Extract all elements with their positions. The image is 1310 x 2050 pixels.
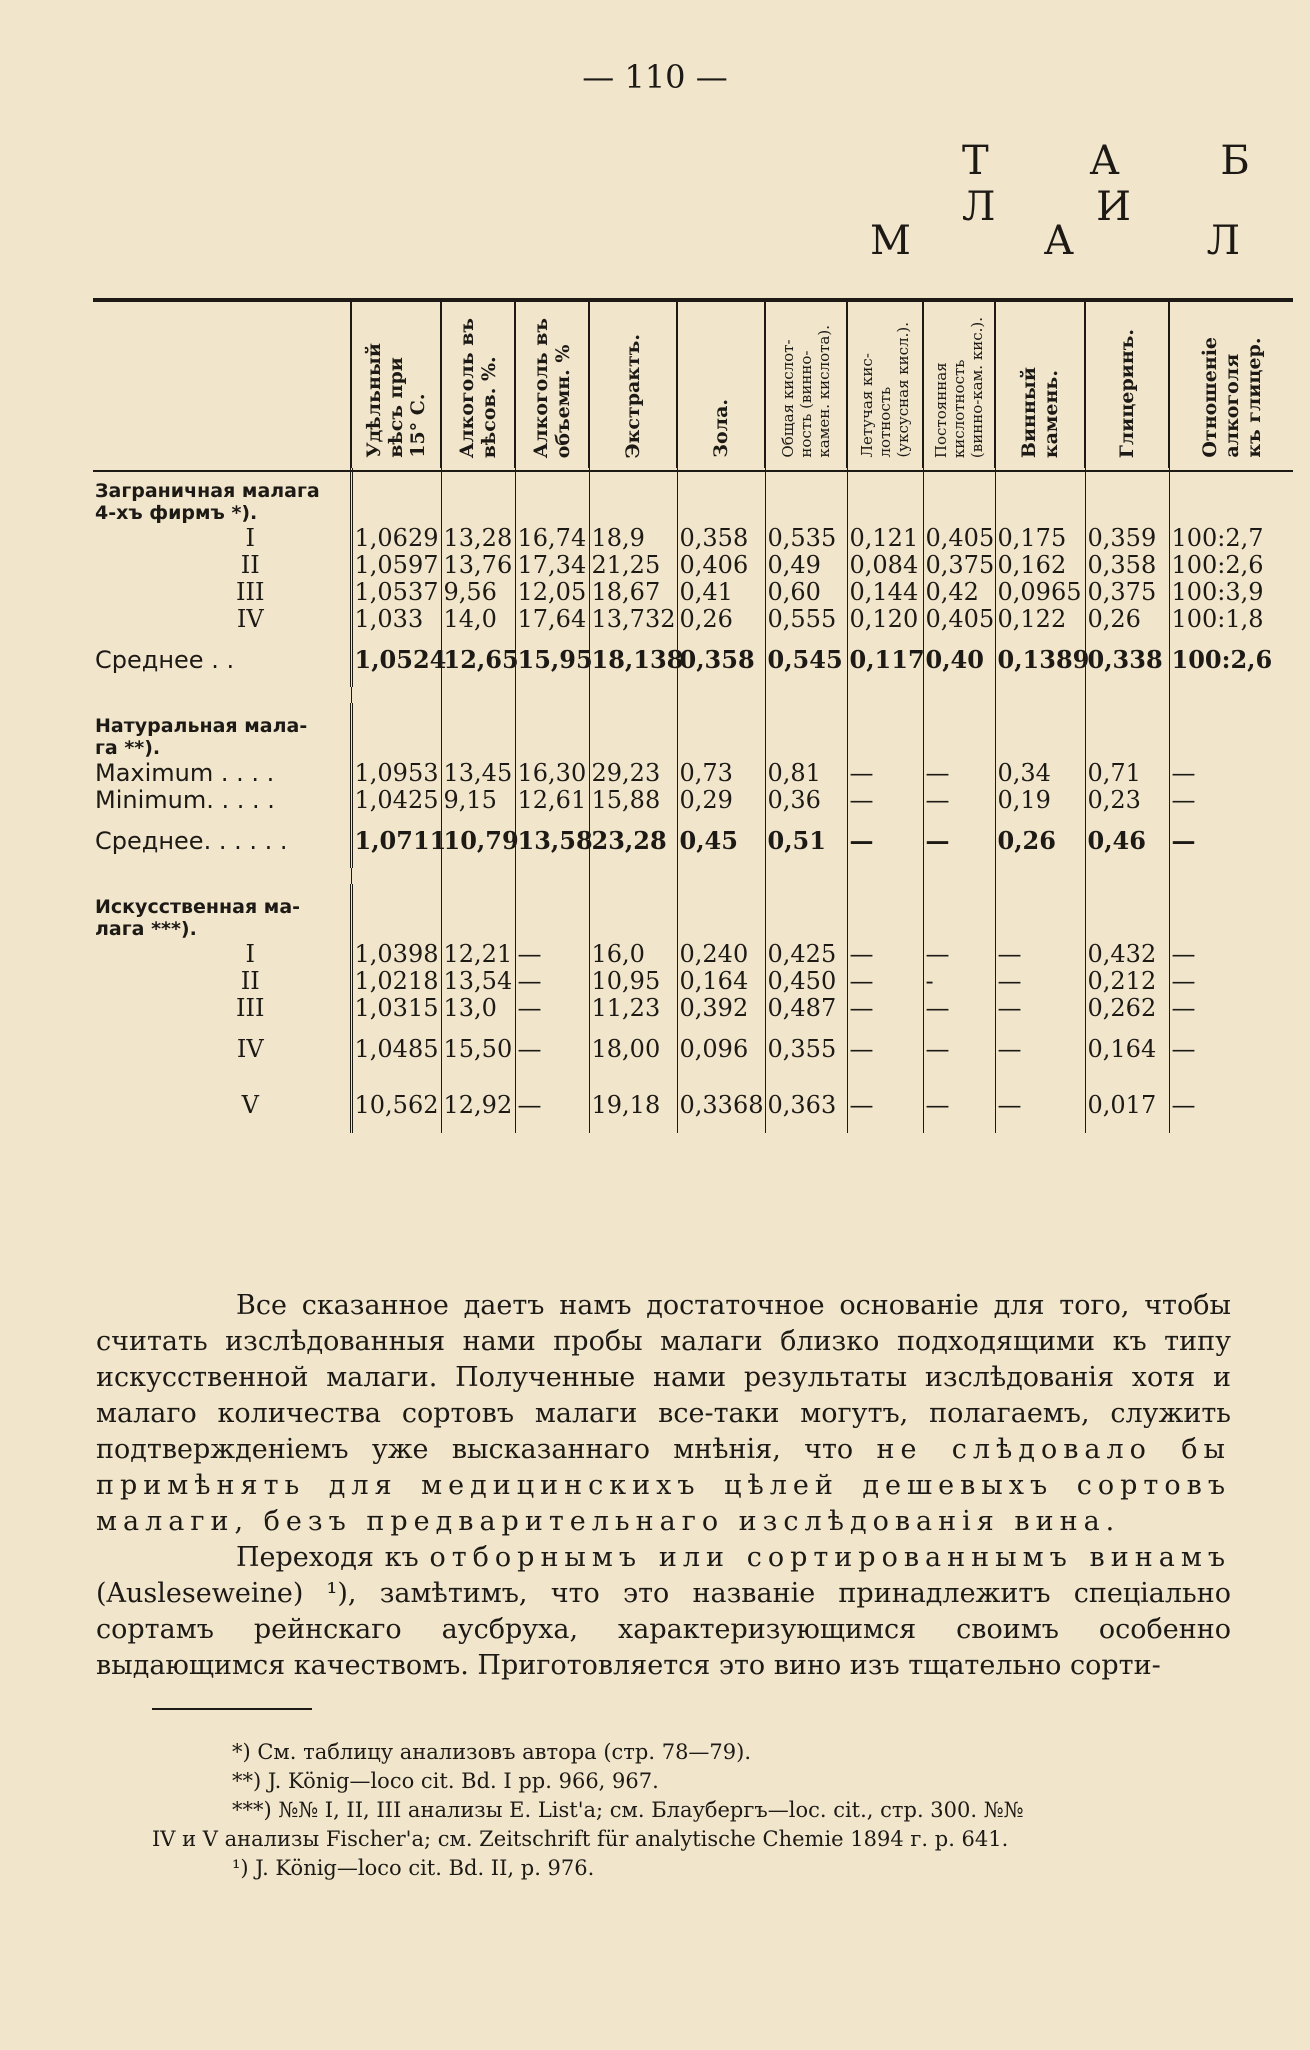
column-header [515, 300, 589, 468]
table-cell: 17,64 [515, 605, 589, 632]
table-cell [677, 884, 765, 940]
table-cell: 0,26 [677, 605, 765, 632]
table-cell: 0,555 [765, 605, 847, 632]
table-cell: 16,0 [589, 940, 677, 967]
row-label: II [240, 966, 260, 995]
table-cell: 16,30 [515, 759, 589, 786]
column-header [589, 300, 677, 468]
footnote: ¹) J. König—loco cit. Bd. II, р. 976. [232, 1856, 595, 1880]
table-cell: 0,262 [1085, 994, 1169, 1021]
footnote-rule [152, 1708, 312, 1710]
table-cell: 0,358 [1085, 551, 1169, 578]
table-cell [765, 468, 847, 524]
table-cell: — [1169, 1077, 1293, 1133]
table-cell: — [847, 759, 923, 786]
table-cell: 15,88 [589, 786, 677, 813]
table-cell: 0,71 [1085, 759, 1169, 786]
table-cell: 0,46 [1085, 813, 1169, 868]
table-cell: 0,23 [1085, 786, 1169, 813]
table-cell: — [995, 967, 1085, 994]
table-cell: 15,95 [515, 632, 589, 687]
table-cell: — [923, 940, 995, 967]
body-text [96, 1288, 1231, 1684]
paragraph-1: Все сказанное даетъ намъ достаточное основаніе для того, чтобы считать изслѣдованныя нами пробы малаги близко подходящими къ типу искусственной малаги. Полученные нами результаты изслѣдованія хотя и малаго количества сортовъ малаги все-таки могутъ, полагаемъ, служить подтвержденіемъ уже высказаннаго мнѣнія, что не слѣдовало бы примѣнять для медицинскихъ цѣлей дешевыхъ сортовъ малаги, безъ предварительнаго изслѣдованія вина. [96, 1290, 1231, 1537]
table-cell: — [923, 786, 995, 813]
table-cell: 0,355 [765, 1021, 847, 1077]
table-cell: — [1169, 759, 1293, 786]
table-row [93, 524, 1293, 551]
table-cell: 0,3368 [677, 1077, 765, 1133]
table-cell [351, 884, 441, 940]
table-cell: — [847, 1077, 923, 1133]
table-cell: 18,9 [589, 524, 677, 551]
table-cell: 1,033 [351, 605, 441, 632]
table-cell: 0,162 [995, 551, 1085, 578]
table-cell: 0,392 [677, 994, 765, 1021]
table-cell [515, 884, 589, 940]
table-cell [677, 468, 765, 524]
table-cell [441, 468, 515, 524]
table-cell: 1,0315 [351, 994, 441, 1021]
table-cell: 12,05 [515, 578, 589, 605]
footnote: *) См. таблицу анализовъ автора (стр. 78—79). [232, 1740, 752, 1764]
footnote: ***) №№ I, II, III анализы E. List'а; см. Блаубергъ—loc. cit., стр. 300. №№ [232, 1798, 1024, 1822]
footnote: **) J. König—loco cit. Bd. I pp. 966, 967. [232, 1769, 659, 1793]
row-label: Натуральная мала- га **). [95, 715, 308, 759]
table-cell [351, 703, 441, 759]
table-cell: 12,61 [515, 786, 589, 813]
table-cell: — [1169, 940, 1293, 967]
table-cell: — [1169, 1021, 1293, 1077]
table-cell: — [923, 759, 995, 786]
column-header-label: Отношеніе алкоголя къ глицер. [1198, 337, 1265, 458]
table-cell: — [923, 813, 995, 868]
table-cell: 0,175 [995, 524, 1085, 551]
row-label: Maximum . . . . [95, 758, 275, 787]
table-row [93, 1021, 1293, 1077]
column-header-label: Алкоголь въ объемн. % [530, 317, 574, 458]
table-cell: 9,56 [441, 578, 515, 605]
table-cell: 14,0 [441, 605, 515, 632]
row-label: II [240, 550, 260, 579]
column-header [1169, 300, 1293, 468]
table-cell: 0,60 [765, 578, 847, 605]
table-cell: 12,92 [441, 1077, 515, 1133]
table-cell: — [847, 994, 923, 1021]
table-cell: 0,121 [847, 524, 923, 551]
table-cell: — [995, 994, 1085, 1021]
table-cell: 0,41 [677, 578, 765, 605]
table-cell: — [1169, 967, 1293, 994]
table-cell: 0,096 [677, 1021, 765, 1077]
table-cell: 17,34 [515, 551, 589, 578]
table-cell: — [923, 1021, 995, 1077]
table-cell: 100:2,6 [1169, 551, 1293, 578]
column-header [351, 300, 441, 468]
group-row [93, 468, 1293, 524]
table-cell: — [1169, 813, 1293, 868]
table-row [93, 578, 1293, 605]
table-cell: — [847, 786, 923, 813]
group-row [93, 703, 1293, 759]
table-cell: 13,0 [441, 994, 515, 1021]
table-cell: 0,164 [677, 967, 765, 994]
table-cell: 1,0485 [351, 1021, 441, 1077]
table-cell [923, 703, 995, 759]
table-cell [1169, 884, 1293, 940]
table-cell: — [515, 1021, 589, 1077]
table-cell: 16,74 [515, 524, 589, 551]
column-header-label: Зола. [710, 399, 732, 458]
table-cell: 12,65 [441, 632, 515, 687]
table-cell: 1,0537 [351, 578, 441, 605]
paragraph-2: Переходя къ отборнымъ или сортированнымъ винамъ (Ausleseweine) ¹), замѣтимъ, что это названіе принадлежитъ спеціально сортамъ рейнскаго аусбруха, характеризующимся своимъ особенно выдающимся качествомъ. Приготовляется это вино изъ тщательно сорти- [96, 1542, 1231, 1681]
column-header [765, 300, 847, 468]
table-cell: 10,79 [441, 813, 515, 868]
header-bottom-rule [93, 470, 1293, 472]
table-row [93, 1077, 1293, 1133]
table-cell: — [923, 994, 995, 1021]
table-cell [847, 468, 923, 524]
table-cell: 11,23 [589, 994, 677, 1021]
table-cell: 0,144 [847, 578, 923, 605]
table-cell: - [923, 967, 995, 994]
column-header-label: Экстрактъ. [622, 333, 644, 458]
table-cell [515, 468, 589, 524]
table-cell [923, 884, 995, 940]
column-header [93, 300, 351, 468]
table-title-line2: М А Л [870, 218, 1301, 264]
table-cell: 100:2,6 [1169, 632, 1293, 687]
table-cell: 29,23 [589, 759, 677, 786]
table-cell: 0,51 [765, 813, 847, 868]
table-cell: 13,58 [515, 813, 589, 868]
table-cell: — [1169, 786, 1293, 813]
table-cell: 0,240 [677, 940, 765, 967]
row-label: IV [236, 1035, 264, 1063]
table-cell: 0,363 [765, 1077, 847, 1133]
table-cell: 1,0597 [351, 551, 441, 578]
table-cell [765, 884, 847, 940]
table-cell [765, 703, 847, 759]
table-cell [589, 884, 677, 940]
table-cell [847, 703, 923, 759]
table-cell [515, 703, 589, 759]
average-row [93, 632, 1293, 687]
table-cell [677, 703, 765, 759]
table-cell: 0,405 [923, 524, 995, 551]
table-cell: 1,0629 [351, 524, 441, 551]
table-cell: 13,76 [441, 551, 515, 578]
table-cell [589, 703, 677, 759]
page-number: — 110 — [582, 58, 728, 96]
table-cell: 0,359 [1085, 524, 1169, 551]
column-header [847, 300, 923, 468]
row-label: Заграничная малага 4-хъ фирмъ *). [95, 480, 320, 524]
table-cell: — [515, 967, 589, 994]
table-cell [995, 468, 1085, 524]
table-cell: 0,405 [923, 605, 995, 632]
table-cell: 0,432 [1085, 940, 1169, 967]
table-cell: — [847, 967, 923, 994]
table-cell [923, 468, 995, 524]
table-cell: 19,18 [589, 1077, 677, 1133]
table-cell: 13,54 [441, 967, 515, 994]
table-cell [1085, 468, 1169, 524]
table-cell: 1,0218 [351, 967, 441, 994]
table-cell: 13,45 [441, 759, 515, 786]
table-title-line1: Т А Б Л И [962, 138, 1294, 230]
table-cell: 0,0965 [995, 578, 1085, 605]
table-row [93, 605, 1293, 632]
group-row [93, 884, 1293, 940]
table-cell: — [995, 1077, 1085, 1133]
table-cell: — [995, 940, 1085, 967]
row-label: III [236, 577, 265, 606]
table-cell: 0,017 [1085, 1077, 1169, 1133]
table-cell: 13,732 [589, 605, 677, 632]
column-header [441, 300, 515, 468]
table-cell: 0,487 [765, 994, 847, 1021]
table-cell [1169, 468, 1293, 524]
footnote: IV и V анализы Fischer'а; см. Zeitschrift für analytische Chemie 1894 г. р. 641. [152, 1827, 1009, 1851]
table-cell: 0,164 [1085, 1021, 1169, 1077]
table-cell [441, 703, 515, 759]
table-cell: 9,15 [441, 786, 515, 813]
table-cell: 100:2,7 [1169, 524, 1293, 551]
table-cell: 0,26 [1085, 605, 1169, 632]
table-cell [1085, 703, 1169, 759]
table-cell: 0,338 [1085, 632, 1169, 687]
table-cell: — [847, 940, 923, 967]
table-cell: 18,00 [589, 1021, 677, 1077]
row-label: V [241, 1091, 259, 1119]
table-cell: 0,36 [765, 786, 847, 813]
column-header-label: Удѣльный вѣсъ при 15° С. [363, 343, 429, 458]
table-cell: 0,81 [765, 759, 847, 786]
table-cell: 12,21 [441, 940, 515, 967]
table-cell: 10,562 [351, 1077, 441, 1133]
column-header-label: Летучая кис- лотность (уксусная кисл.). [858, 322, 912, 458]
table-cell: 0,1389 [995, 632, 1085, 687]
table-cell: 0,40 [923, 632, 995, 687]
malaga-analysis-table [93, 300, 1293, 1133]
table-cell: 0,535 [765, 524, 847, 551]
table-cell: 0,375 [1085, 578, 1169, 605]
column-header-label: Алкоголь въ вѣсов. %. [456, 317, 500, 458]
row-label: III [236, 993, 265, 1022]
table-cell: 18,67 [589, 578, 677, 605]
table-cell: 1,0524 [351, 632, 441, 687]
table-cell: 100:3,9 [1169, 578, 1293, 605]
table-cell: — [923, 1077, 995, 1133]
table-row [93, 994, 1293, 1021]
table-cell: — [515, 994, 589, 1021]
table-cell [995, 884, 1085, 940]
table-cell: 0,375 [923, 551, 995, 578]
table-cell: — [847, 813, 923, 868]
row-label: I [245, 523, 255, 552]
table-row [93, 786, 1293, 813]
table-cell [441, 884, 515, 940]
table-cell: 1,0711 [351, 813, 441, 868]
table-cell: — [1169, 994, 1293, 1021]
table-row [93, 967, 1293, 994]
table-cell [1169, 703, 1293, 759]
table-cell: 0,117 [847, 632, 923, 687]
table-cell [847, 884, 923, 940]
table-cell: 0,45 [677, 813, 765, 868]
table-cell: 0,358 [677, 524, 765, 551]
table-cell [995, 703, 1085, 759]
table-row [93, 551, 1293, 578]
column-header-label: Глицеринъ. [1116, 328, 1138, 458]
table-cell: 0,450 [765, 967, 847, 994]
table-cell: — [515, 940, 589, 967]
table-cell: 1,0398 [351, 940, 441, 967]
table-cell: 0,545 [765, 632, 847, 687]
table-cell: 1,0953 [351, 759, 441, 786]
table-cell: 15,50 [441, 1021, 515, 1077]
table-cell: 0,425 [765, 940, 847, 967]
row-label: Среднее. . . . . . [95, 826, 288, 855]
footnotes [152, 1738, 1232, 1883]
row-label: I [245, 939, 255, 968]
column-header-label: Постоянная кислотность (винно-кам. кис.). [932, 316, 986, 458]
table-row [93, 940, 1293, 967]
table-cell: 10,95 [589, 967, 677, 994]
table-row [93, 759, 1293, 786]
table-cell: 21,25 [589, 551, 677, 578]
table-cell: — [515, 1077, 589, 1133]
table-cell: 0,122 [995, 605, 1085, 632]
table-cell: — [847, 1021, 923, 1077]
table-cell: 0,26 [995, 813, 1085, 868]
table-cell: 100:1,8 [1169, 605, 1293, 632]
column-header [923, 300, 995, 468]
table-cell: 0,358 [677, 632, 765, 687]
table-cell: 0,73 [677, 759, 765, 786]
table-cell: 23,28 [589, 813, 677, 868]
table-cell [351, 468, 441, 524]
table-cell [589, 468, 677, 524]
table-cell: 0,084 [847, 551, 923, 578]
table-cell: 0,406 [677, 551, 765, 578]
table-cell: 0,34 [995, 759, 1085, 786]
row-label: Minimum. . . . . [95, 785, 275, 814]
table-cell: 0,212 [1085, 967, 1169, 994]
table-cell: 0,42 [923, 578, 995, 605]
column-header [677, 300, 765, 468]
table-cell: 18,138 [589, 632, 677, 687]
average-row [93, 813, 1293, 868]
table-cell: 0,49 [765, 551, 847, 578]
table-cell: 0,29 [677, 786, 765, 813]
table-cell [1085, 884, 1169, 940]
column-header-label: Общая кислот- ность (винно- камен. кислота). [779, 325, 833, 458]
column-header-label: Винный камень. [1018, 366, 1062, 458]
table-cell: 0,19 [995, 786, 1085, 813]
column-header [1085, 300, 1169, 468]
table-cell: 1,0425 [351, 786, 441, 813]
row-label: Искусственная ма- лага ***). [95, 896, 301, 940]
table-cell: — [995, 1021, 1085, 1077]
column-header [995, 300, 1085, 468]
row-label: IV [236, 604, 264, 633]
table-cell: 0,120 [847, 605, 923, 632]
row-label: Среднее . . [95, 645, 235, 674]
table-cell: 13,28 [441, 524, 515, 551]
